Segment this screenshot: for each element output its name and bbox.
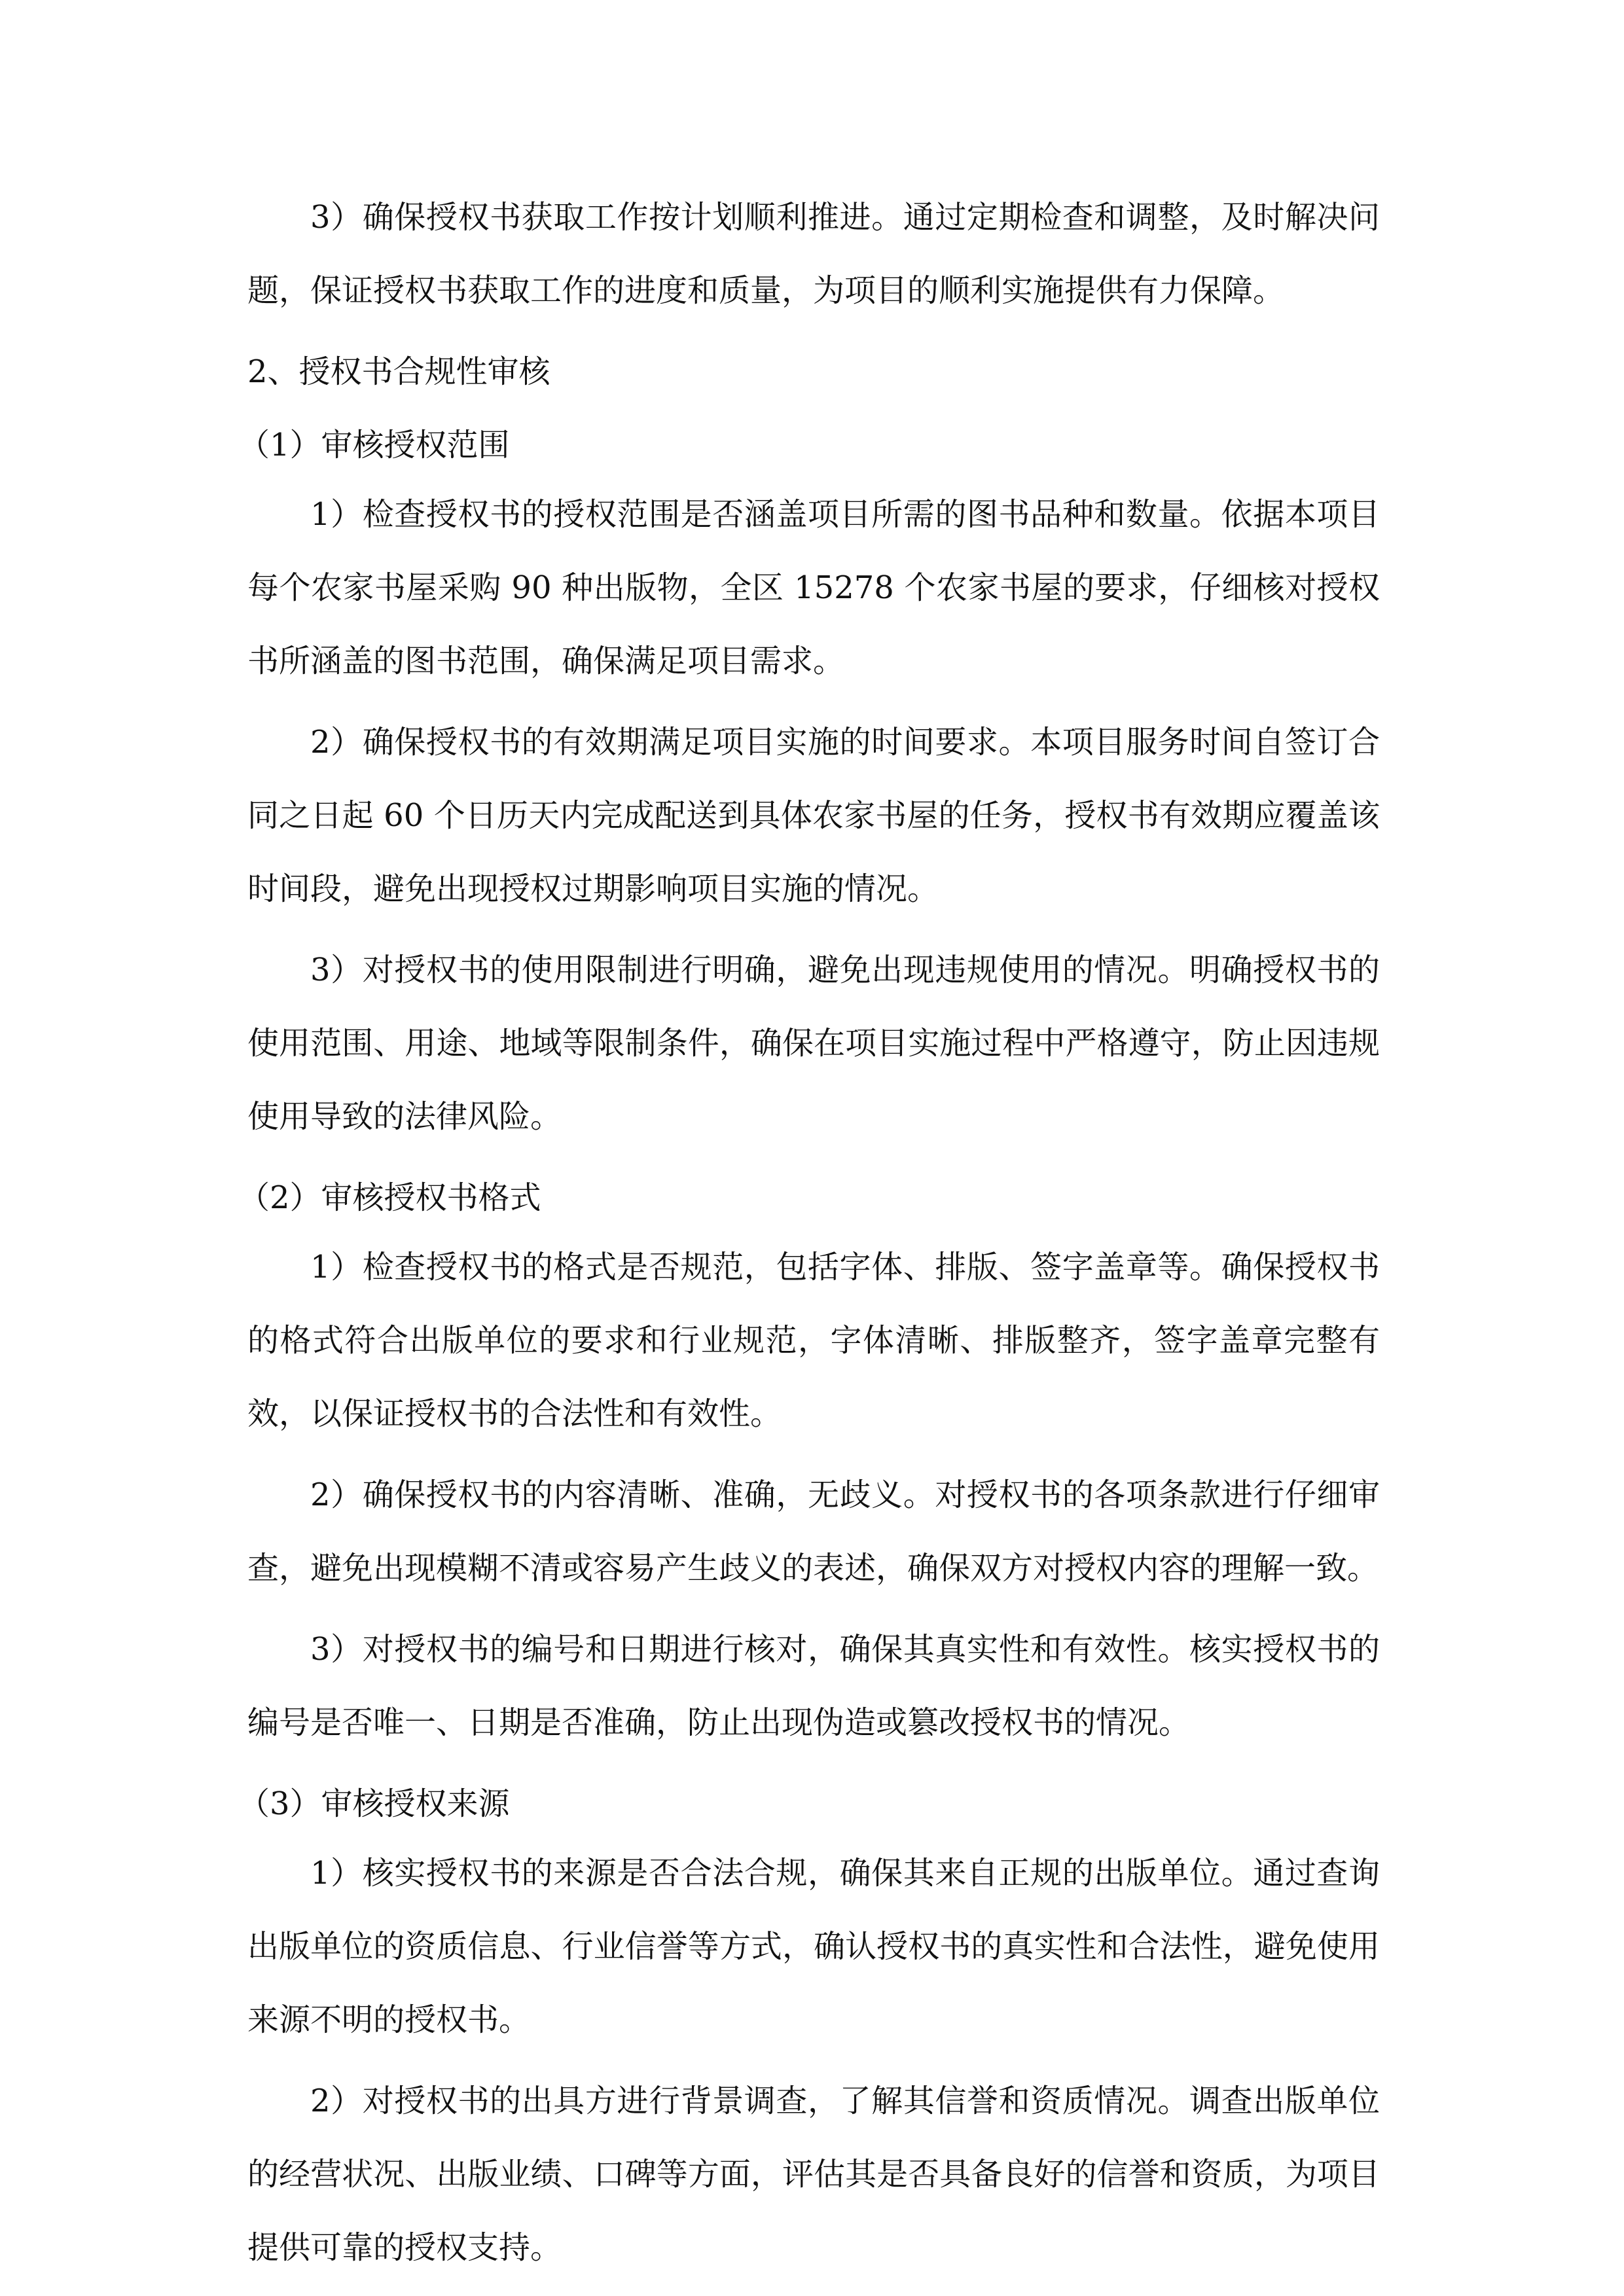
subsection-heading-1: （1）审核授权范围 bbox=[238, 427, 510, 463]
paragraph-1-3-progress: 3）确保授权书获取工作按计划顺利推进。通过定期检查和调整，及时解决问题，保证授权书获取工作的进度和质量，为项目的顺利实施提供有力保障。 bbox=[247, 199, 1380, 309]
paragraph-scope-2: 2）确保授权书的有效期满足项目实施的时间要求。本项目服务时间自签订合同之日起 60 个日历天内完成配送到具体农家书屋的任务，授权书有效期应覆盖该时间段，避免出现授权过期影响项目实施的情况。 bbox=[247, 724, 1380, 907]
document-body bbox=[238, 181, 1380, 2292]
paragraph-scope-3: 3）对授权书的使用限制进行明确，避免出现违规使用的情况。明确授权书的使用范围、用途、地域等限制条件，确保在项目实施过程中严格遵守，防止因违规使用导致的法律风险。 bbox=[247, 952, 1380, 1135]
section-heading-2: 2、授权书合规性审核 bbox=[247, 353, 550, 390]
paragraph-source-1: 1）核实授权书的来源是否合法合规，确保其来自正规的出版单位。通过查询出版单位的资质信息、行业信誉等方式，确认授权书的真实性和合法性，避免使用来源不明的授权书。 bbox=[247, 1855, 1380, 2038]
subsection-heading-2: （2）审核授权书格式 bbox=[238, 1179, 541, 1216]
paragraph-format-1: 1）检查授权书的格式是否规范，包括字体、排版、签字盖章等。确保授权书的格式符合出版单位的要求和行业规范，字体清晰、排版整齐，签字盖章完整有效，以保证授权书的合法性和有效性。 bbox=[247, 1249, 1380, 1432]
paragraph-scope-1: 1）检查授权书的授权范围是否涵盖项目所需的图书品种和数量。依据本项目每个农家书屋采购 90 种出版物，全区 15278 个农家书屋的要求，仔细核对授权书所涵盖的图书范围，确保满足项目需求。 bbox=[247, 496, 1380, 679]
paragraph-source-2: 2）对授权书的出具方进行背景调查，了解其信誉和资质情况。调查出版单位的经营状况、出版业绩、口碑等方面，评估其是否具备良好的信誉和资质，为项目提供可靠的授权支持。 bbox=[247, 2083, 1380, 2266]
paragraph-format-2: 2）确保授权书的内容清晰、准确，无歧义。对授权书的各项条款进行仔细审查，避免出现模糊不清或容易产生歧义的表述，确保双方对授权内容的理解一致。 bbox=[247, 1477, 1380, 1587]
subsection-heading-3: （3）审核授权来源 bbox=[238, 1785, 510, 1822]
paragraph-format-3: 3）对授权书的编号和日期进行核对，确保其真实性和有效性。核实授权书的编号是否唯一、日期是否准确，防止出现伪造或篡改授权书的情况。 bbox=[247, 1631, 1380, 1741]
